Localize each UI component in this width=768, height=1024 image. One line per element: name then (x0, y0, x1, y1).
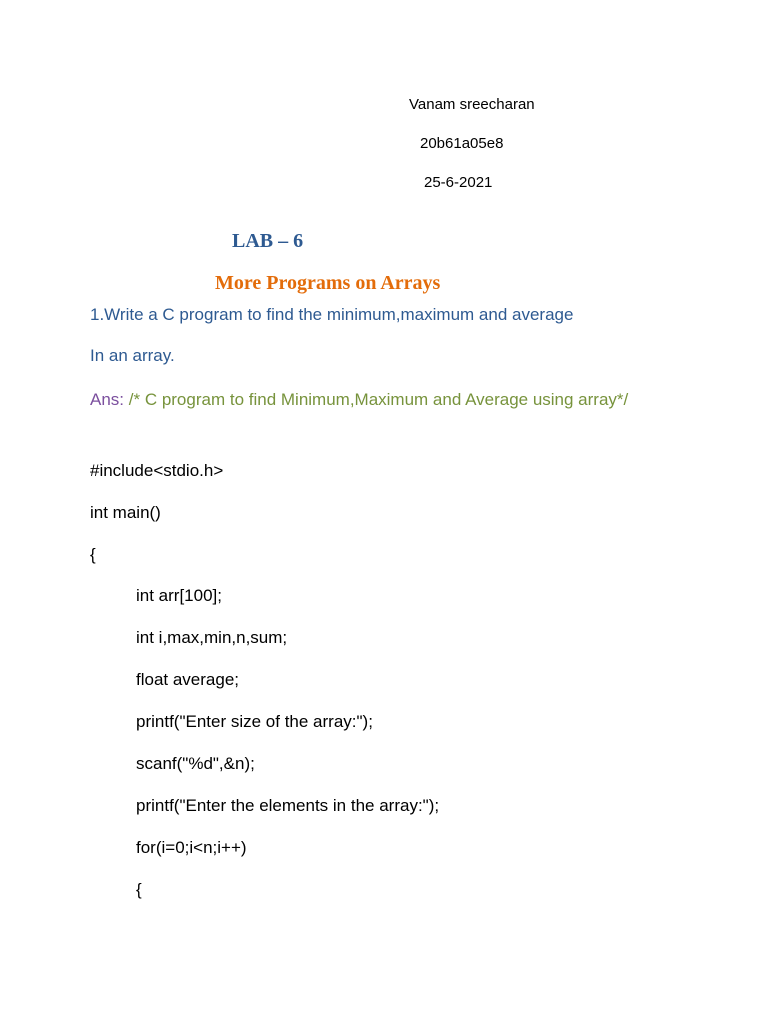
code-line: { (136, 880, 142, 899)
code-line: float average; (136, 670, 240, 689)
code-line: int main() (90, 503, 161, 522)
question-line-2: In an array. (90, 346, 175, 365)
code-line: #include<stdio.h> (90, 461, 224, 480)
code-line: printf("Enter size of the array:"); (136, 712, 373, 731)
lab-title: LAB – 6 (232, 230, 304, 252)
code-line: for(i=0;i<n;i++) (136, 838, 247, 857)
answer-label: Ans: (90, 390, 125, 409)
roll-number: 20b61a05e8 (420, 135, 504, 152)
answer-comment: /* C program to find Minimum,Maximum and Average using array*/ (124, 390, 629, 409)
question-line-1: 1.Write a C program to find the minimum,maximum and average (90, 305, 574, 324)
code-line: scanf("%d",&n); (136, 754, 255, 773)
answer-heading (90, 385, 650, 414)
date: 25-6-2021 (424, 174, 493, 191)
subtitle: More Programs on Arrays (215, 272, 441, 294)
code-line: int arr[100]; (136, 586, 222, 605)
author-name: Vanam sreecharan (409, 96, 535, 113)
code-line: int i,max,min,n,sum; (136, 628, 288, 647)
code-line: { (90, 545, 96, 564)
code-line: printf("Enter the elements in the array:"); (136, 796, 440, 815)
